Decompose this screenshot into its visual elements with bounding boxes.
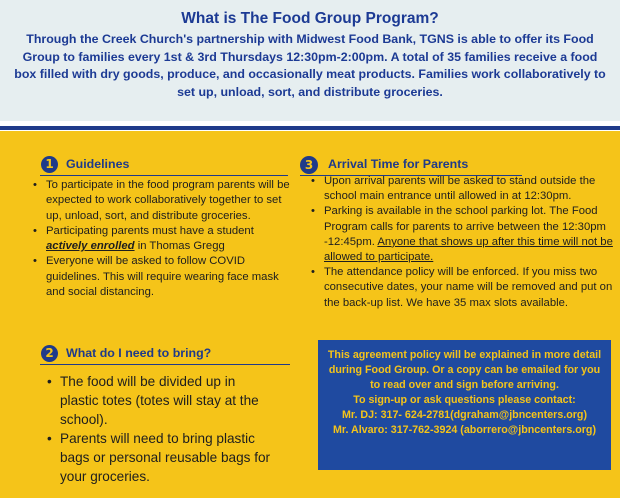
section-number-2-icon: 2	[41, 345, 58, 362]
intro-banner	[0, 0, 620, 121]
list-item: • Participating parents must have a student actively enrolled in Thomas Gregg	[33, 224, 254, 253]
contact-box	[318, 340, 611, 470]
arrival-heading: Arrival Time for Parents	[328, 157, 469, 171]
contact-dj: Mr. DJ: 317- 624-2781(dgraham@jbncenters.org)	[341, 409, 588, 421]
bring-underline	[40, 364, 290, 365]
list-item: • The attendance policy will be enforced. If you miss two consecutive dates, your name will be removed and put on the back-up list. We have 35 max slots available.	[311, 266, 613, 309]
section-number-3-icon: 3	[300, 156, 318, 174]
list-item: • Upon arrival parents will be asked to stand outside the school main entrance until allowed in at 12:30pm.	[311, 175, 596, 203]
intro-paragraph: Through the Creek Church's partnership with Midwest Food Bank, TGNS is able to offer its Food Group to families every 1st & 3rd Thursdays 12:30pm-2:00pm. A total of 35 families receive a food box filled with dry goods, produce, and occasionally meat products. Families work collaboratively to set up, unload, sort, and distribute groceries.	[14, 32, 606, 99]
guidelines-list	[30, 178, 290, 300]
list-item: • Parents will need to bring plastic bags or personal reusable bags for your groceries.	[47, 431, 271, 484]
list-item: • To participate in the food program parents will be expected to work collaboratively together to set up, unload, sort, and distribute groceries.	[33, 179, 290, 222]
late-arrival-notice: Anyone that shows up after this time will not be allowed to participate.	[324, 235, 613, 264]
bring-heading: What do I need to bring?	[66, 346, 212, 360]
guidelines-underline	[40, 175, 288, 176]
list-item: • Parking is available in the school parking lot. The Food Program calls for parents to arrive between the 12:30pm -12:45pm. Anyone that shows up after this time will not be allowed to participate.	[311, 205, 613, 264]
guidelines-heading: Guidelines	[66, 157, 130, 171]
contact-line: to read over and sign before arriving.	[370, 379, 559, 391]
page-title: What is The Food Group Program?	[181, 10, 439, 27]
bring-list	[44, 372, 274, 486]
arrival-list	[308, 174, 613, 311]
contact-alvaro: Mr. Alvaro: 317-762-3924 (aborrero@jbncenters.org)	[332, 424, 597, 436]
list-item: • The food will be divided up in plastic totes (totes will stay at the school).	[47, 374, 259, 427]
header-divider	[0, 126, 620, 130]
section-number-1-icon: 1	[41, 156, 58, 173]
list-item: • Everyone will be asked to follow COVID guidelines. This will require wearing face mask and social distancing.	[33, 255, 279, 299]
contact-line: To sign-up or ask questions please contact:	[353, 394, 576, 406]
emphasis-text: actively enrolled	[46, 240, 135, 253]
contact-line: This agreement policy will be explained in more detail	[327, 349, 602, 361]
contact-line: during Food Group. Or a copy can be emailed for you	[328, 364, 601, 376]
